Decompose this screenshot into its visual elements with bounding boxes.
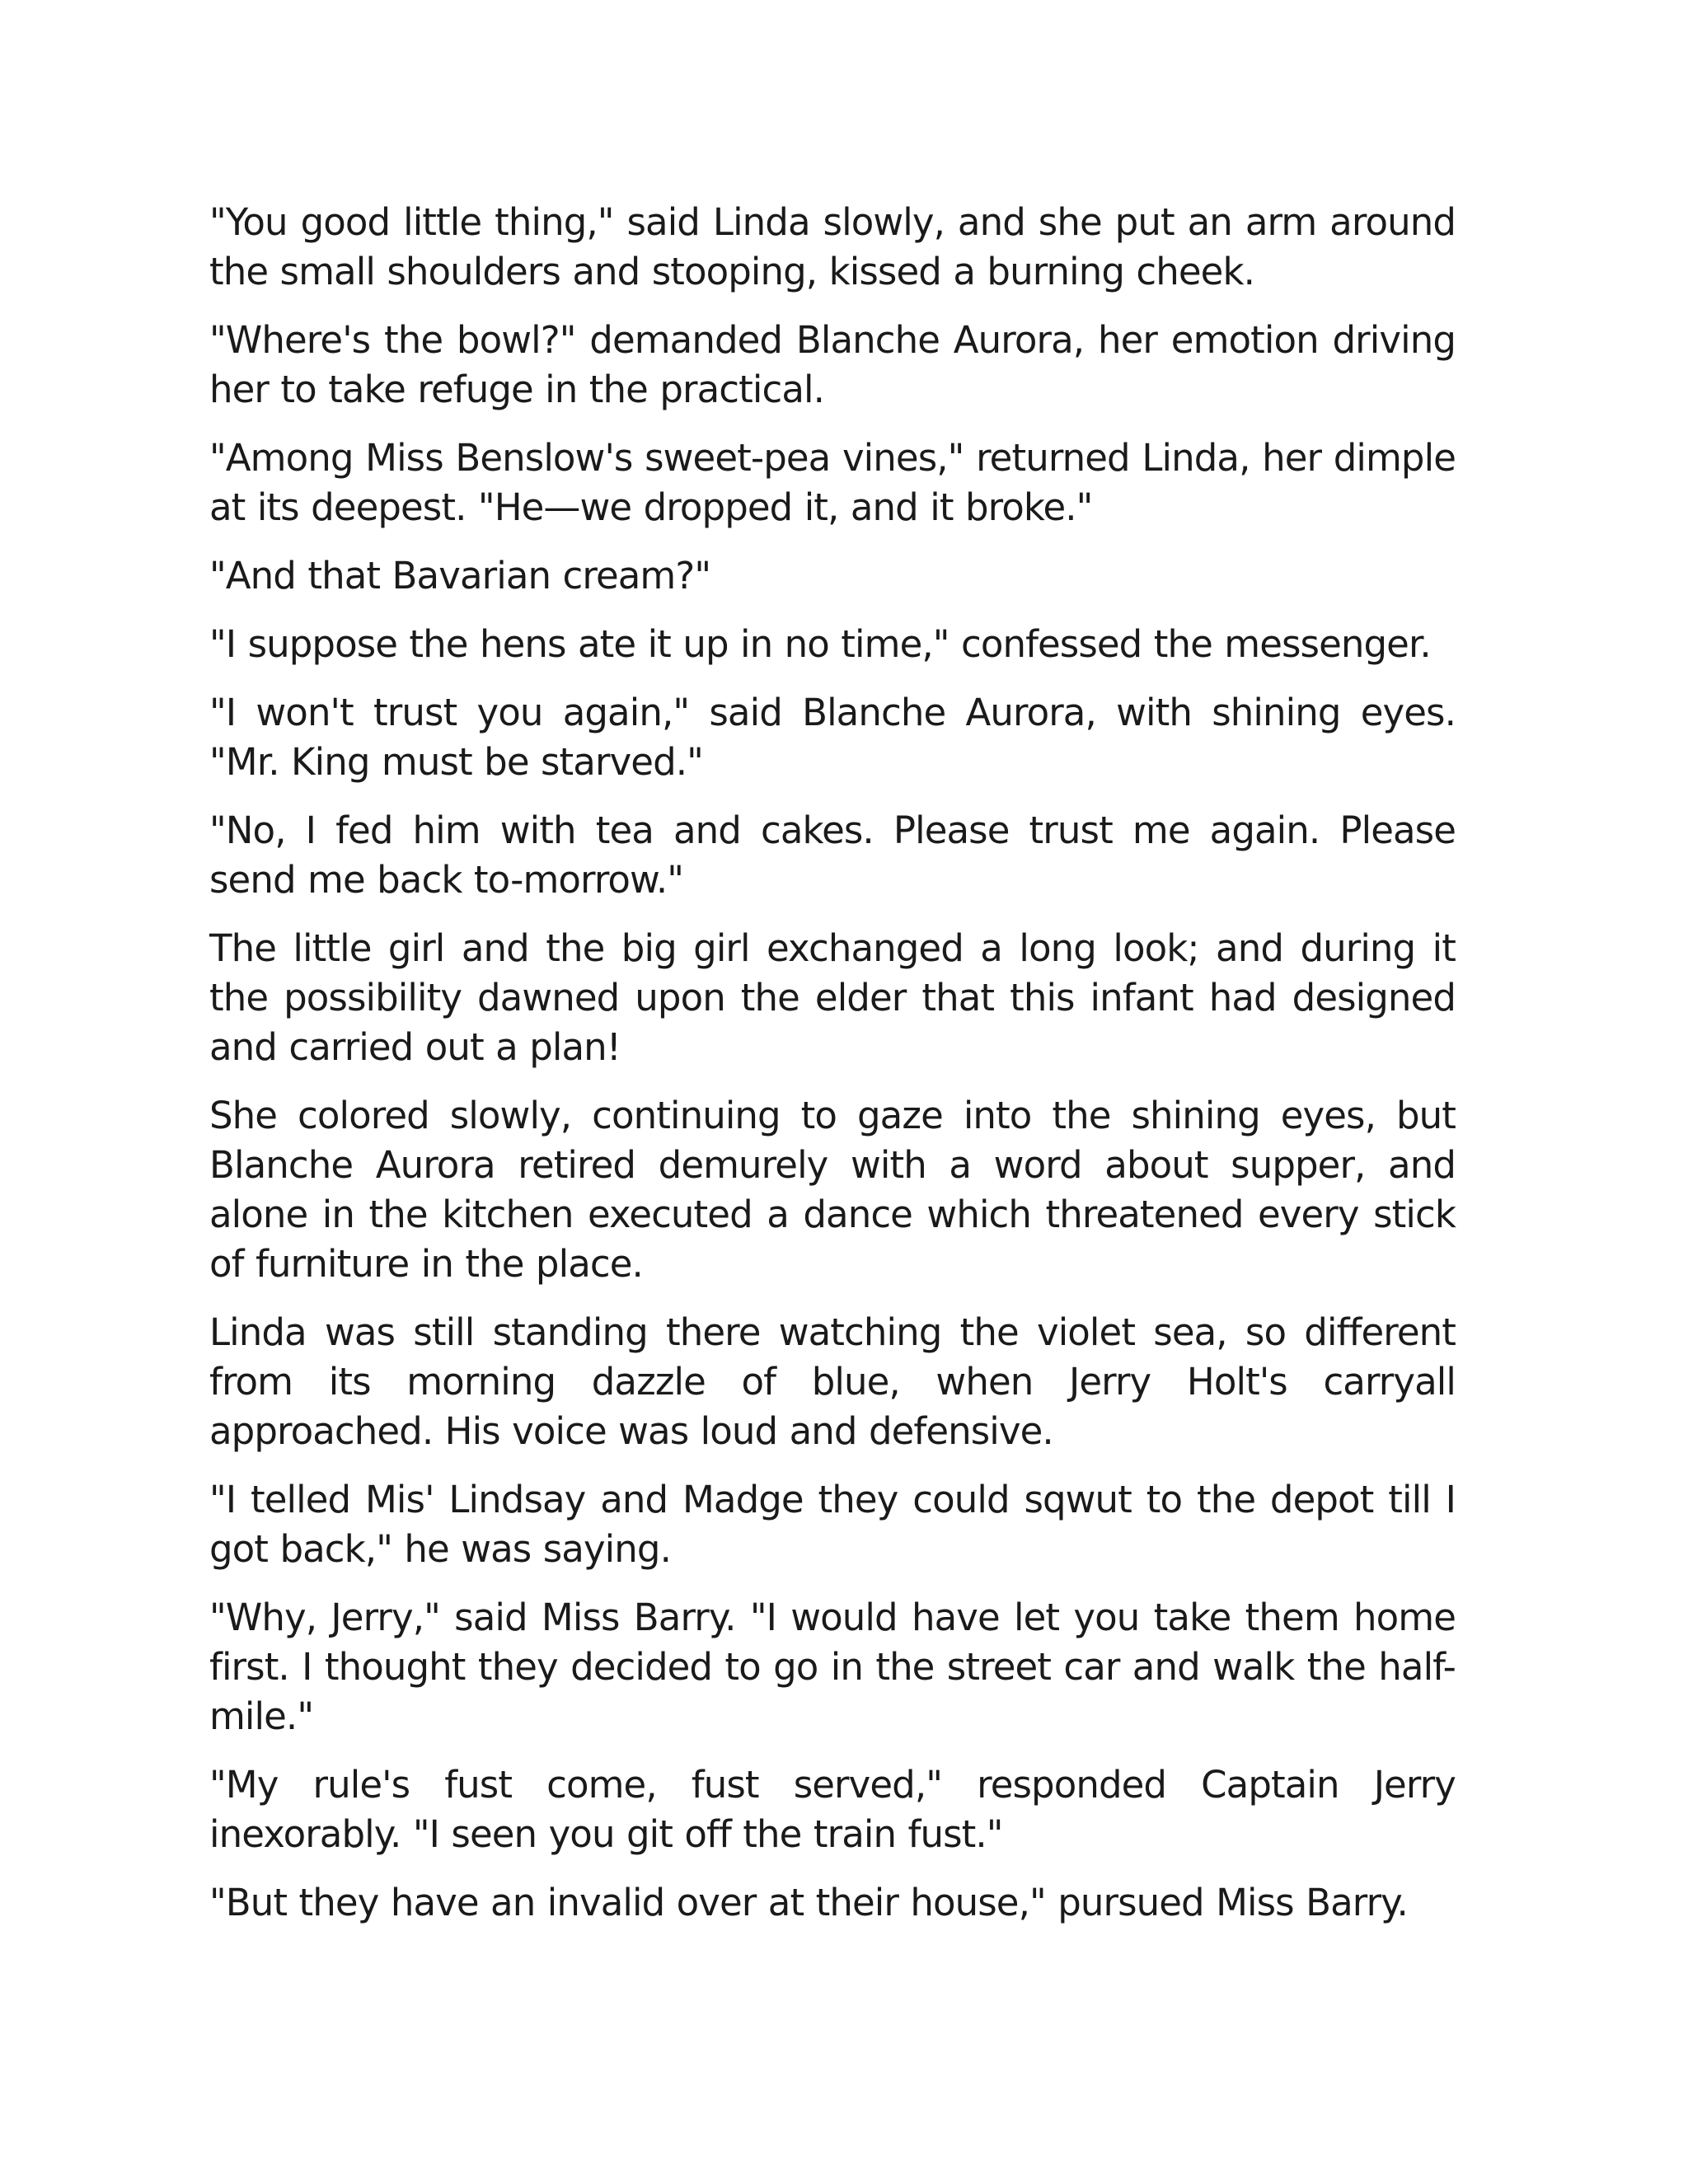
paragraph: "Why, Jerry," said Miss Barry. "I would have let you take them home first. I thought they decided to go in the street car and walk the half-mile." <box>209 1596 1456 1738</box>
body-text <box>209 198 1456 1947</box>
paragraph: "No, I fed him with tea and cakes. Please trust me again. Please send me back to-morrow." <box>209 808 1456 902</box>
paragraph: "Where's the bowl?" demanded Blanche Aurora, her emotion driving her to take refuge in the practical. <box>209 318 1456 411</box>
paragraph: "And that Bavarian cream?" <box>209 554 711 598</box>
paragraph: Linda was still standing there watching the violet sea, so different from its morning dazzle of blue, when Jerry Holt's carryall approached. His voice was loud and defensive. <box>209 1310 1456 1453</box>
paragraph: She colored slowly, continuing to gaze into the shining eyes, but Blanche Aurora retired demurely with a word about supper, and alone in the kitchen executed a dance which threatened every stick of furniture in the place. <box>209 1094 1456 1286</box>
paragraph: "I suppose the hens ate it up in no time," confessed the messenger. <box>209 622 1431 666</box>
paragraph: "But they have an invalid over at their house," pursued Miss Barry. <box>209 1881 1408 1924</box>
paragraph: The little girl and the big girl exchanged a long look; and during it the possibility dawned upon the elder that this infant had designed and carried out a plan! <box>209 926 1456 1069</box>
paragraph: "I won't trust you again," said Blanche Aurora, with shining eyes. "Mr. King must be starved." <box>209 691 1456 784</box>
paragraph: "I telled Mis' Lindsay and Madge they could sqwut to the depot till I got back," he was saying. <box>209 1478 1456 1571</box>
paragraph: "You good little thing," said Linda slowly, and she put an arm around the small shoulders and stooping, kissed a burning cheek. <box>209 200 1456 293</box>
paragraph: "Among Miss Benslow's sweet-pea vines," returned Linda, her dimple at its deepest. "He—we dropped it, and it broke." <box>209 436 1456 529</box>
paragraph: "My rule's fust come, fust served," responded Captain Jerry inexorably. "I seen you git off the train fust." <box>209 1763 1456 1856</box>
